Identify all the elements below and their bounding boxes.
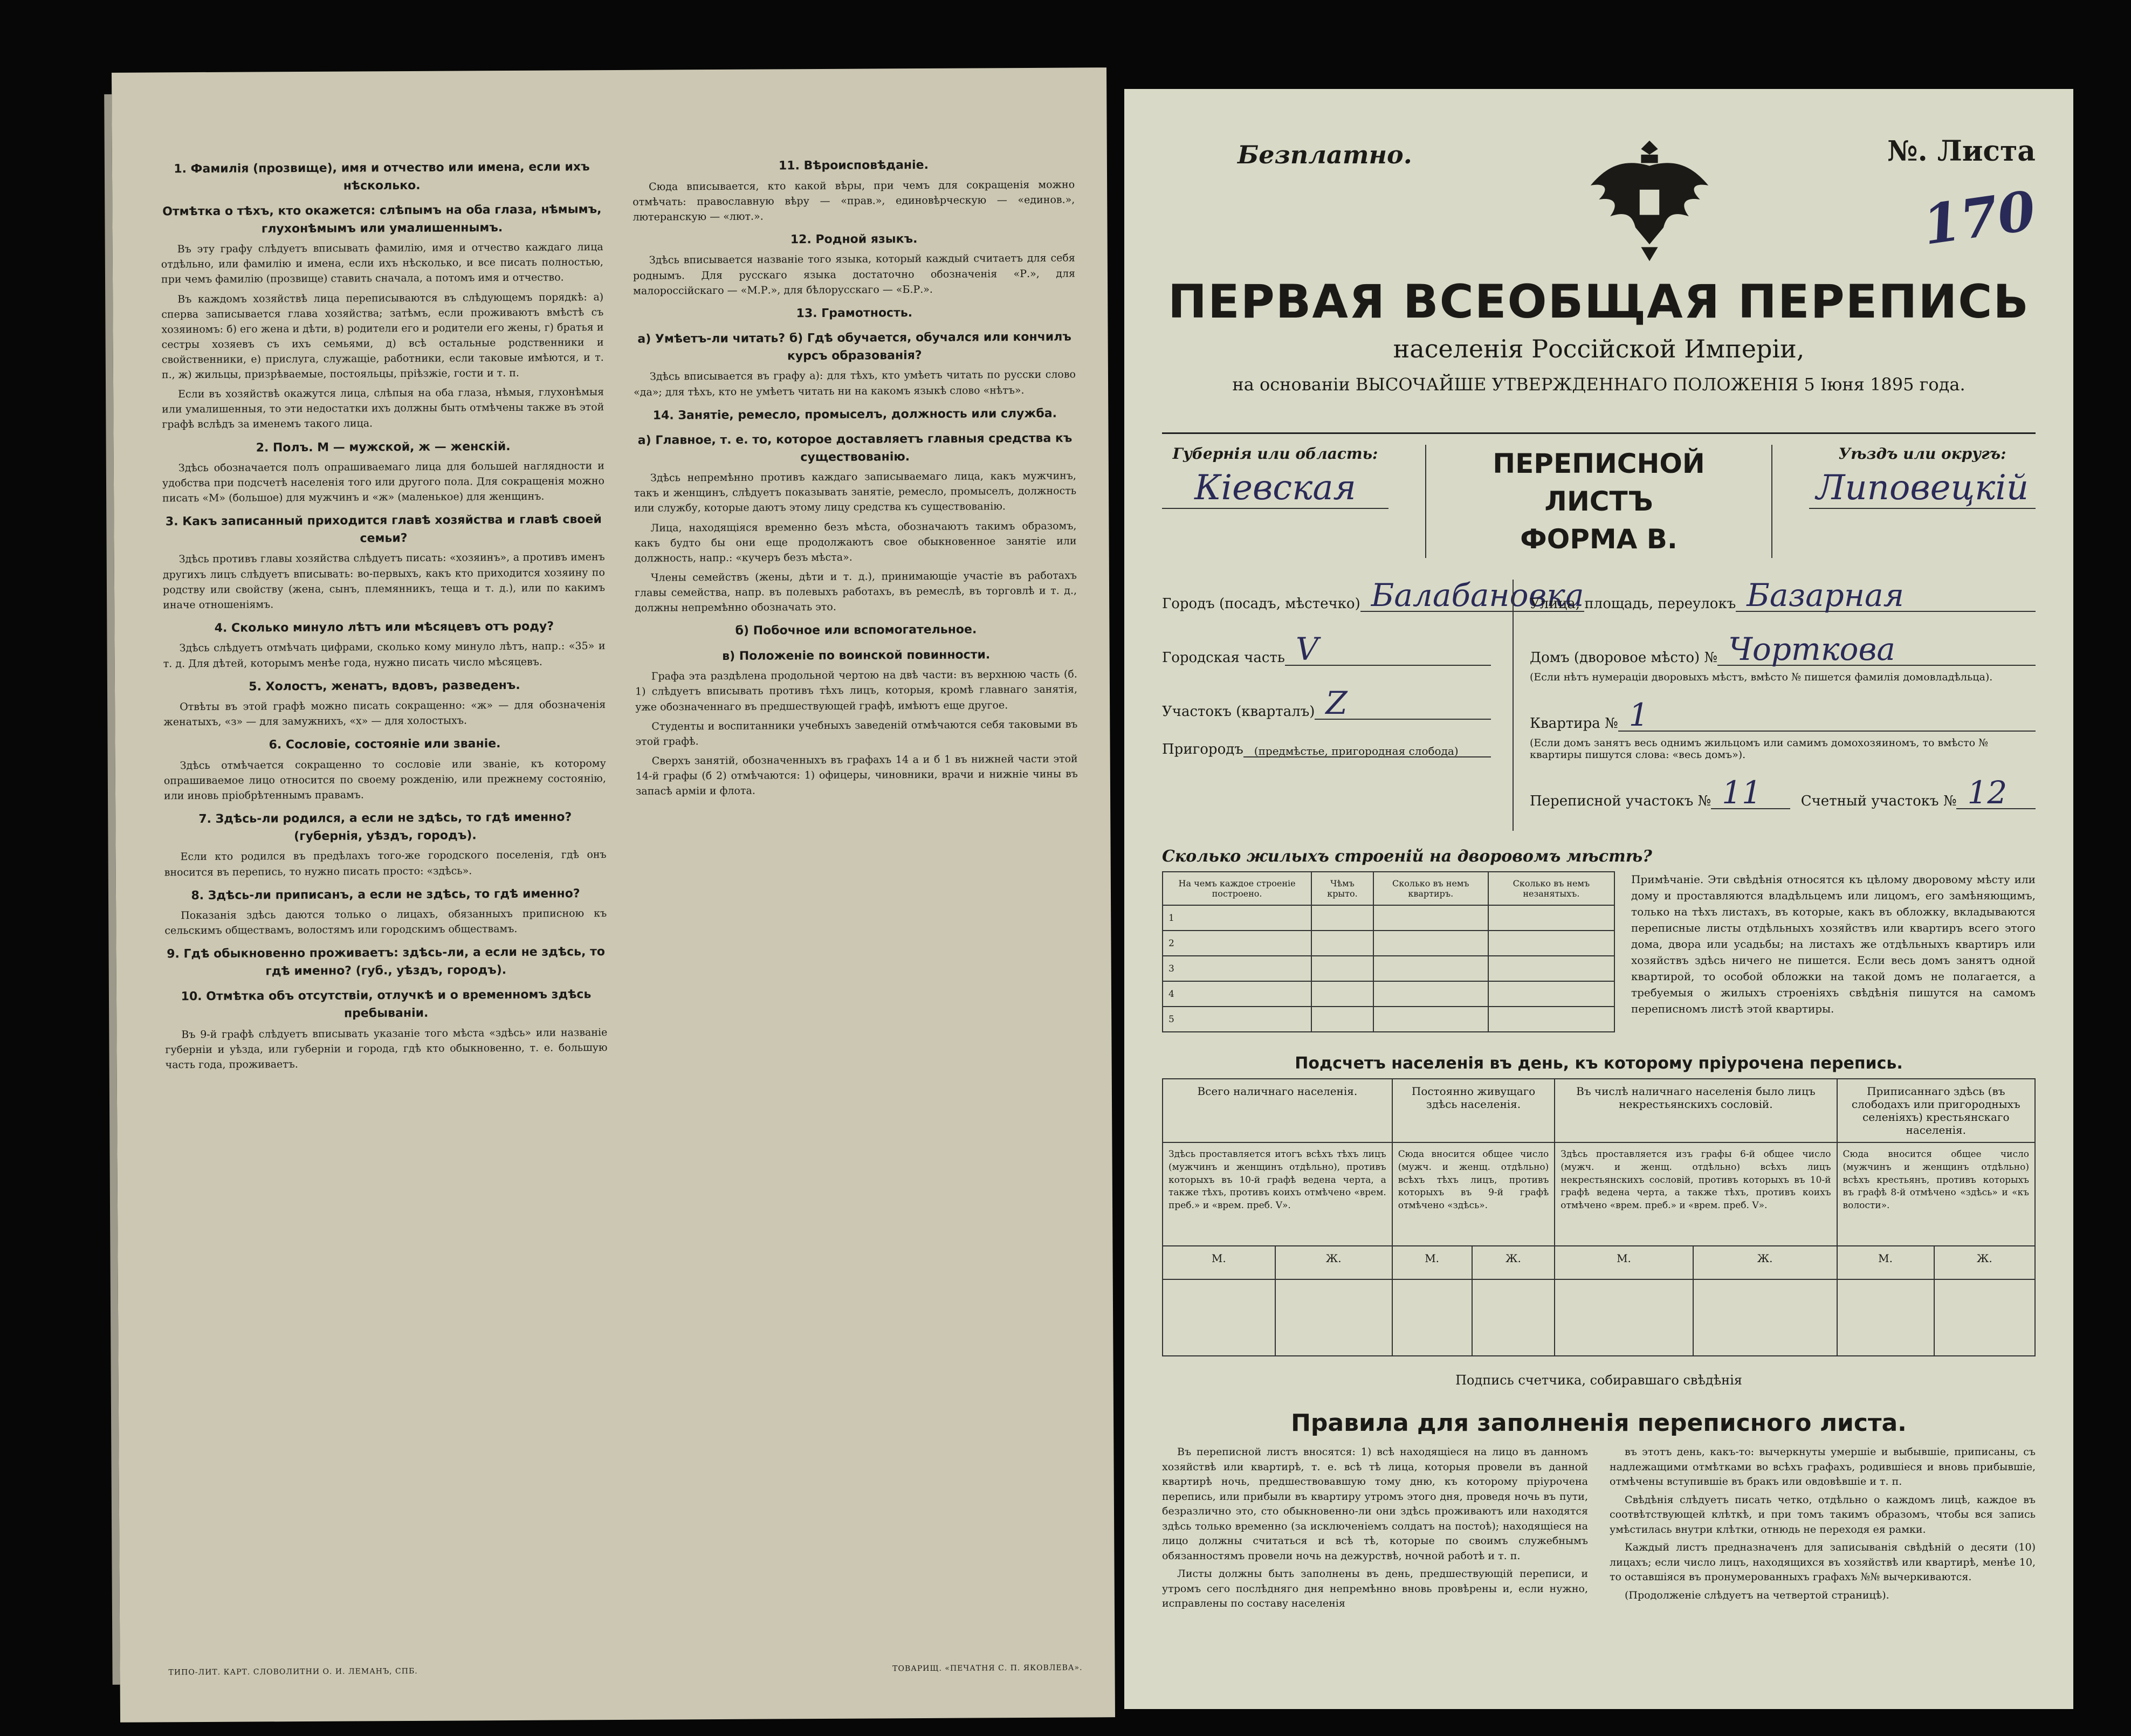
rule-paragraph: въ этотъ день, какъ-то: вычеркнуты умершіе и выбывшіе, приписаны, съ надлежащими отмѣтками во всѣхъ графахъ, родившіеся и вновь прибывшіе, отмѣчены вступившіе въ бракъ или овдовѣвшіе и т. п. — [1610, 1446, 2036, 1488]
table-row — [1163, 905, 1614, 931]
instruction-paragraph: Здѣсь вписывается названіе того языка, который каждый считаетъ для себя роднымъ. Для русскаго языка достаточно обозначенія «Р.», для малороссійскаго — «М.Р.», для бѣлорусскаго — «Б.Р.». — [633, 252, 1076, 297]
section-heading: 1. Фамилія (прозвище), имя и отчество или имена, если ихъ нѣсколько. — [174, 160, 590, 193]
section-heading: 12. Родной языкъ. — [790, 232, 918, 247]
gubernia-label: Губернія или область: — [1172, 445, 1378, 463]
instruction-paragraph: Лица, находящіяся временно безъ мѣста, обозначаютъ такимъ образомъ, какъ будто бы они еще продолжаютъ свое обыкновенное занятіе или должность, напр.: «кучеръ безъ мѣста». — [634, 520, 1077, 564]
population-desc: Здѣсь проставляется итогъ всѣхъ тѣхъ лицъ (мужчинъ и женщинъ отдѣльно), противъ которыхъ въ 10-й графѣ ведена черта, а также тѣхъ, противъ коихъ отмѣчено «врем. преб.» и «врем. преб. V». — [1163, 1142, 1392, 1246]
left-page — [112, 67, 1115, 1723]
house-line — [1530, 633, 2036, 666]
suburb-label: Пригородъ — [1162, 741, 1243, 757]
section-heading: а) Умѣетъ-ли читать? б) Гдѣ обучается, обучался или кончилъ курсъ образованія? — [637, 330, 1071, 363]
table-row — [1163, 931, 1614, 956]
instruction-paragraph: Если въ хозяйствѣ окажутся лица, слѣпыя на оба глаза, нѣмыя, глухонѣмыя или умалишенныя, то эти недостатки ихъ должны быть отмѣчены также въ этой графѣ вслѣдъ за именемъ такого лица. — [162, 386, 604, 431]
instructions-column-1 — [161, 151, 611, 1657]
row-number: 3 — [1163, 956, 1311, 981]
row-number: 2 — [1163, 931, 1311, 956]
population-table — [1162, 1078, 2036, 1356]
instruction-paragraph: Въ каждомъ хозяйствѣ лица переписываются въ слѣдующемъ порядкѣ: а) сперва записывается глава хозяйства; затѣмъ, если проживаютъ вмѣстѣ съ хозяиномъ: б) его жена и дѣти, в) родители его и родители его жены, г) братья и сестры хозяевъ съ ихъ семьями, д) всѣ остальные родственники и свойственники, е) прислуга, служащіе, работники, если таковые имѣются, и т. п., ж) жильцы, призрѣваемые, постояльцы, пріѣзжіе, гости и т. п. — [161, 291, 604, 381]
suburb-line — [1162, 741, 1491, 757]
header-row — [1162, 129, 2040, 257]
census-district-value: 11 — [1711, 777, 1790, 809]
form-title — [1425, 445, 1772, 558]
population-header: Въ числѣ наличнаго населенія было лицъ некрестьянскихъ сословій. — [1555, 1079, 1837, 1142]
section-heading: 11. Вѣроисповѣданіе. — [778, 158, 929, 173]
female-label: Ж. — [1472, 1246, 1555, 1279]
male-label: М. — [1555, 1246, 1693, 1279]
census-subtitle: населенія Россійской Имперіи, — [1393, 334, 1805, 363]
part-value: V — [1285, 633, 1491, 666]
address-section — [1162, 577, 2036, 831]
table-row — [1163, 1007, 1614, 1032]
section-heading: в) Положеніе по воинской повинности. — [722, 648, 991, 663]
instruction-paragraph: Здѣсь слѣдуетъ отмѣчать цифрами, сколько кому минуло лѣтъ, напр.: «35» и т. д. Для дѣтей, которымъ менѣе года, нужно писать число мѣсяцевъ. — [163, 640, 606, 670]
sheet-number-value: 170 — [1919, 178, 2040, 257]
buildings-header: На чемъ каждое строеніе построено. — [1163, 872, 1311, 905]
section-heading: 7. Здѣсь-ли родился, а если не здѣсь, то гдѣ именно? (губернія, уѣздъ, городъ). — [198, 810, 572, 843]
quarter-line — [1162, 687, 1491, 720]
section-heading: 4. Сколько минуло лѣтъ или мѣсяцевъ отъ роду? — [214, 619, 554, 635]
section-heading: 6. Сословіе, состояніе или званіе. — [269, 737, 501, 752]
female-label: Ж. — [1693, 1246, 1837, 1279]
section-heading: а) Главное, т. е. то, которое доставляетъ главныя средства къ существованію. — [637, 431, 1073, 464]
part-line — [1162, 633, 1491, 666]
street-value: Базарная — [1736, 580, 2036, 612]
house-note: (Если нѣтъ нумераціи дворовыхъ мѣстъ, вмѣсто № пишется фамилія домовладѣльца). — [1530, 671, 1993, 683]
count-row — [1163, 1279, 2035, 1356]
instruction-paragraph: Отвѣты въ этой графѣ можно писать сокращенно: «ж» — для обозначенія женатыхъ, «з» — для замужнихъ, «х» — для холостыхъ. — [163, 699, 606, 728]
right-page — [1124, 89, 2073, 1709]
instruction-paragraph: Въ 9-й графѣ слѣдуетъ вписывать указаніе того мѣста «здѣсь» или названіе губерніи и уѣзда, или губерніи и города, гдѣ кто обыкновенно, т. е. большую часть года, проживаетъ. — [165, 1026, 608, 1071]
female-label: Ж. — [1934, 1246, 2035, 1279]
section-heading: 2. Полъ. М — мужской, ж — женскій. — [256, 439, 511, 454]
form-title-line-2: ФОРМА В. — [1520, 523, 1678, 555]
count-district-value: 12 — [1956, 777, 2036, 809]
free-label: Безплатно. — [1238, 140, 1412, 169]
census-basis: на основаніи ВЫСОЧАЙШЕ УТВЕРЖДЕННАГО ПОЛОЖЕНІЯ 5 Іюня 1895 года. — [1232, 374, 1965, 395]
count-district-label: Счетный участокъ № — [1800, 793, 1957, 809]
row-number: 4 — [1163, 981, 1311, 1007]
apartment-note: (Если домъ занятъ весь однимъ жильцомъ или самимъ домохозяиномъ, то вмѣсто № квартиры пишутся слова: «весь домъ»). — [1530, 737, 1989, 761]
rules-column-1 — [1162, 1445, 1588, 1615]
buildings-question: Сколько жилыхъ строеній на дворовомъ мѣстѣ? — [1162, 847, 1652, 866]
male-label: М. — [1837, 1246, 1934, 1279]
gubernia-value: Кіевская — [1162, 468, 1388, 509]
house-value: Чорткова — [1717, 633, 2036, 666]
apartment-line — [1530, 699, 2036, 732]
uezd-label: Уѣздъ или округъ: — [1838, 445, 2006, 463]
quarter-label: Участокъ (кварталъ) — [1162, 704, 1315, 720]
town-line — [1162, 577, 1584, 614]
section-heading: 9. Гдѣ обыкновенно проживаетъ: здѣсь-ли, а если не здѣсь, то гдѣ именно? (губ., уѣздъ, городъ). — [167, 945, 605, 979]
population-desc: Сюда вносится общее число (мужчинъ и женщинъ отдѣльно) всѣхъ крестьянъ, противъ которыхъ въ графѣ 8-й отмѣчено «здѣсь» и «къ волости». — [1837, 1142, 2035, 1246]
suburb-note: (предмѣстье, пригородная слобода) — [1243, 746, 1491, 757]
rule-paragraph: Свѣдѣнія слѣдуетъ писать четко, отдѣльно о каждомъ лицѣ, каждое въ соотвѣтствующей клѣткѣ, и при томъ такимъ образомъ, чтобы вся запись умѣстилась внутри клѣтки, отнюдь не переходя ея рамки. — [1610, 1493, 2036, 1535]
imperial-eagle-icon — [1579, 129, 1720, 270]
rules-title: Правила для заполненія переписного листа. — [1291, 1409, 1907, 1437]
instruction-paragraph: Если кто родился въ предѣлахъ того-же городского поселенія, гдѣ онъ вносится въ перепись, то нужно писать просто: «здѣсь». — [164, 849, 607, 878]
female-label: Ж. — [1275, 1246, 1392, 1279]
section-heading: 8. Здѣсь-ли приписанъ, а если не здѣсь, то гдѣ именно? — [191, 886, 580, 903]
section-heading: 5. Холостъ, женатъ, вдовъ, разведенъ. — [249, 678, 520, 694]
instruction-paragraph: Члены семействъ (жены, дѣти и т. д.), принимающіе участіе въ работахъ главы семейства, напр. въ полевыхъ работахъ, въ ремеслѣ, въ торговлѣ и т. д., должны непремѣнно обозначать это. — [635, 569, 1077, 614]
instruction-paragraph: Графа эта раздѣлена продольной чертою на двѣ части: въ верхнюю часть (б. 1) слѣдуетъ вписывать противъ тѣхъ лицъ, которыя, кромѣ главнаго занятія, уже обозначеннаго въ предшествующей графѣ, имѣютъ еще другое. — [635, 668, 1078, 713]
instruction-paragraph: Сверхъ занятій, обозначенныхъ въ графахъ 14 а и б 1 въ нижней части этой 14-й графы (б 2) отмѣчаются: 1) офицеры, чиновники, врачи и нижніе чины въ запасѣ арміи и флота. — [635, 753, 1078, 797]
instruction-paragraph: Здѣсь обозначается полъ опрашиваемаго лица для большей наглядности и удобства при подсчетѣ населенія того или другого пола. Для сокращенія можно писать «М» (большое) для мужчинъ и «ж» (маленькое) для женщинъ. — [162, 460, 605, 505]
population-desc: Здѣсь проставляется изъ графы 6-й общее число (мужч. и женщ. отдѣльно) всѣхъ лицъ некрестьянскихъ сословій, противъ которыхъ въ 10-й графѣ ведена черта, а также тѣхъ, противъ коихъ отмѣчено «врем. преб.» и «врем. преб. V». — [1555, 1142, 1837, 1246]
buildings-note: Примѣчаніе. Эти свѣдѣнія относятся къ цѣлому дворовому мѣсту или дому и проставляются владѣльцемъ или лицомъ, его замѣняющимъ, только на тѣхъ листахъ, въ которые, какъ въ обложку, вкладываются переписные листы отдѣльныхъ хозяйствъ или квартиръ всего этого дома, двора или усадьбы; на листахъ же отдѣльныхъ квартиръ или хозяйствъ здѣсь ничего не пишется. Если весь домъ занятъ одной квартирой, то особой обложки на такой домъ не полагается, а требуемыя о жилыхъ строеніяхъ свѣдѣнія пишутся на самомъ переписномъ листѣ этой квартиры. — [1631, 873, 2036, 1015]
section-heading: б) Побочное или вспомогательное. — [735, 623, 977, 638]
population-header: Всего наличнаго населенія. — [1163, 1079, 1392, 1142]
gubernia-box — [1162, 445, 1388, 558]
town-value: Балабановка — [1360, 580, 1584, 612]
instruction-paragraph: Здѣсь непремѣнно противъ каждаго записываемаго лица, какъ мужчинъ, такъ и женщинъ, слѣдуетъ показывать занятіе, ремесло, промыселъ, должность или службу, которые даютъ этому лицу средства къ существованію. — [634, 470, 1077, 515]
rule-paragraph: Каждый листъ предназначенъ для записыванія свѣдѣній о десяти (10) лицахъ; если число лицъ, находящихся въ хозяйствѣ или квартирѣ, менѣе 10, то оставшіяся въ пронумерованныхъ графахъ №№ вычеркиваются. — [1610, 1541, 2036, 1583]
section-heading: 14. Занятіе, ремесло, промыселъ, должность или служба. — [652, 407, 1057, 423]
section-heading: Отмѣтка о тѣхъ, кто окажется: слѣпымъ на оба глаза, нѣмымъ, глухонѣмымъ или умалишеннымъ. — [162, 203, 602, 236]
instructions-column-2 — [633, 149, 1083, 1655]
buildings-section — [1162, 871, 2036, 1032]
uezd-box — [1809, 445, 2036, 558]
printer-footer — [168, 1663, 1082, 1677]
section-heading: 13. Грамотность. — [796, 306, 913, 320]
population-header: Приписаннаго здѣсь (въ слободахъ или пригородныхъ селеніяхъ) крестьянскаго населенія. — [1837, 1079, 2035, 1142]
census-title: ПЕРВАЯ ВСЕОБЩАЯ ПЕРЕПИСЬ — [1168, 275, 2030, 329]
section-heading: 3. Какъ записанный приходится главѣ хозяйства и главѣ своей семьи? — [165, 513, 602, 546]
instruction-paragraph: Показанія здѣсь даются только о лицахъ, обязанныхъ приписною къ сельскимъ обществамъ, волостямъ или городскимъ обществамъ. — [164, 907, 607, 937]
sex-row — [1163, 1246, 2035, 1279]
buildings-header: Сколько въ немъ незанятыхъ. — [1488, 872, 1614, 905]
population-desc: Сюда вносится общее число (мужч. и женщ. отдѣльно) всѣхъ тѣхъ лицъ, противъ которыхъ въ 9-й графѣ отмѣчено «здѣсь». — [1392, 1142, 1555, 1246]
form-title-line-1: ПЕРЕПИСНОЙ ЛИСТЪ — [1493, 448, 1705, 517]
row-number: 1 — [1163, 905, 1311, 931]
buildings-header: Сколько въ немъ квартиръ. — [1373, 872, 1488, 905]
male-label: М. — [1163, 1246, 1275, 1279]
instructions-columns — [161, 149, 1083, 1658]
street-label: Улица, площадь, переулокъ — [1530, 596, 1736, 612]
uezd-value: Липовецкій — [1809, 468, 2036, 509]
buildings-header: Чѣмъ крыто. — [1311, 872, 1373, 905]
rule-paragraph: (Продолженіе слѣдуетъ на четвертой страницѣ). — [1625, 1589, 1889, 1601]
buildings-header-row — [1163, 872, 1614, 905]
apartment-label: Квартира № — [1530, 715, 1618, 732]
male-label: М. — [1392, 1246, 1472, 1279]
house-label: Домъ (дворовое мѣсто) № — [1530, 650, 1718, 666]
instruction-paragraph: Сюда вписывается, кто какой вѣры, при чемъ для сокращенія можно отмѣчать: православную вѣру — «прав.», единовѣрческую — «единов.», лютеранскую — «лют.». — [633, 178, 1075, 223]
address-right — [1513, 577, 2036, 831]
instruction-paragraph: Студенты и воспитанники учебныхъ заведеній отмѣчаются себя таковыми въ этой графѣ. — [635, 718, 1078, 748]
rule-paragraph: Листы должны быть заполнены въ день, предшествующій переписи, и утромъ сего послѣдняго дня непремѣнно вновь провѣрены и, если нужно, исправлены по составу населенія — [1162, 1568, 1588, 1610]
rules-column-2 — [1610, 1445, 2036, 1615]
population-desc-row — [1163, 1142, 2035, 1246]
printer-right: ТОВАРИЩ. «ПЕЧАТНЯ С. П. ЯКОВЛЕВА». — [892, 1663, 1083, 1673]
enumerator-signature: Подпись счетчика, собиравшаго свѣдѣнія — [1455, 1373, 1742, 1388]
rules-text — [1162, 1445, 2036, 1615]
section-heading: 10. Отмѣтка объ отсутствіи, отлучкѣ и о временномъ здѣсь пребываніи. — [181, 988, 592, 1021]
apartment-value: 1 — [1618, 699, 2036, 732]
part-label: Городская часть — [1162, 650, 1285, 666]
quarter-value: Z — [1315, 687, 1491, 720]
district-line — [1530, 774, 2036, 811]
table-row — [1163, 956, 1614, 981]
population-header: Постоянно живущаго здѣсь населенія. — [1392, 1079, 1555, 1142]
printer-left: ТИПО-ЛИТ. КАРТ. СЛОВОЛИТНИ О. И. ЛЕМАНЪ, СПБ. — [168, 1666, 418, 1677]
sheet-number-label: №. Листа — [1887, 135, 2036, 168]
town-label: Городъ (посадъ, мѣстечко) — [1162, 596, 1360, 612]
form-header — [1162, 432, 2036, 558]
instruction-paragraph: Здѣсь противъ главы хозяйства слѣдуетъ писать: «хозяинъ», а противъ именъ другихъ лицъ слѣдуетъ вписывать: во-первыхъ, какъ кто приходится хозяину по родству или свойству (жена, сынъ, племянникъ, теща и т. д.), или по какимъ иначе отношеніямъ. — [162, 551, 606, 611]
table-row — [1163, 981, 1614, 1007]
rule-paragraph: Въ переписной листъ вносятся: 1) всѣ находящіеся на лицо въ данномъ хозяйствѣ или квартирѣ, т. е. всѣ тѣ лица, которыя провели въ данной квартирѣ ночь, предшествовавшую тому дню, къ которому пріурочена перепись, или прибыли въ квартиру утромъ этого дня, проведя ночь въ пути, безразлично это, сто обыкновенно-ли они здѣсь проживаютъ или находятся здѣсь только временно (за исключеніемъ солдатъ на постоѣ); находящіеся на лицо должны считаться и всѣ тѣ, которые по своимъ служебнымъ обязанностямъ провели ночь на дежурствѣ, ночной работѣ и т. п. — [1162, 1446, 1588, 1562]
sheet-number-block — [1887, 135, 2040, 257]
buildings-table — [1162, 871, 1615, 1032]
street-line — [1530, 577, 2036, 614]
population-header-row — [1163, 1079, 2035, 1142]
census-district-label: Переписной участокъ № — [1530, 793, 1711, 809]
instruction-paragraph: Въ эту графу слѣдуетъ вписывать фамилію, имя и отчество каждаго лица отдѣльно, или фамилію и имена, если ихъ нѣсколько, и все писать полностью, при чемъ фамилію (прозвище) ставить сначала, а потомъ имя и отчество. — [161, 241, 603, 286]
instruction-paragraph: Здѣсь вписывается въ графу а): для тѣхъ, кто умѣетъ читать по русски слово «да»; для тѣхъ, кто не умѣетъ читать ни на какомъ языкѣ слово «нѣтъ». — [634, 368, 1076, 398]
instruction-paragraph: Здѣсь отмѣчается сокращенно то сословіе или званіе, къ которому опрашиваемое лицо относится по своему рожденію, или прежнему состоянію, или иновь пріобрѣтеннымъ правамъ. — [163, 757, 606, 802]
row-number: 5 — [1163, 1007, 1311, 1032]
population-title: Подсчетъ населенія въ день, къ которому пріурочена перепись. — [1295, 1054, 1903, 1073]
